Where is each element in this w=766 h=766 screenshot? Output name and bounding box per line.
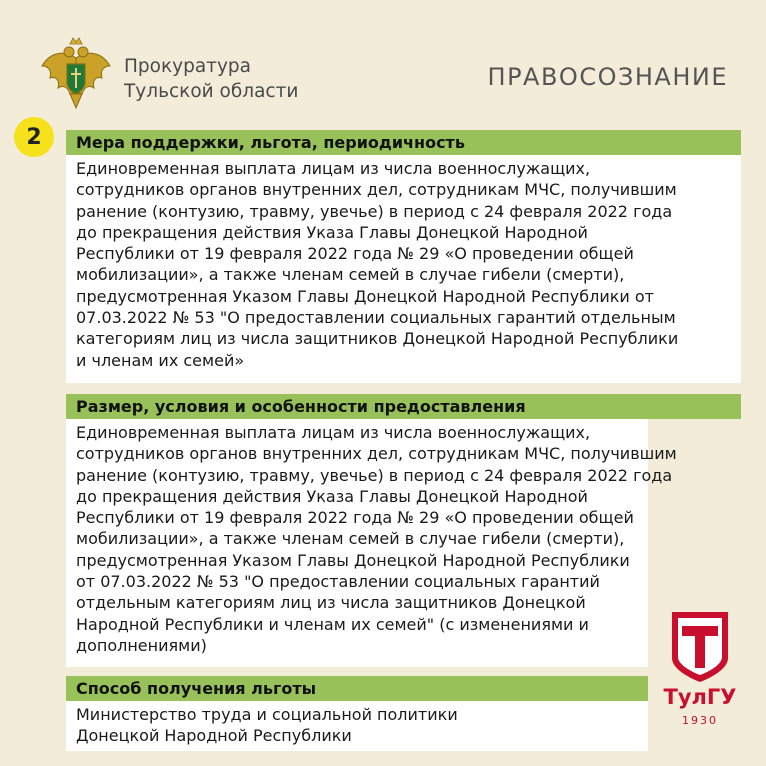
section-header-support-measure: Мера поддержки, льгота, периодичность (66, 130, 741, 155)
text-line: предусмотренная Указом Главы Донецкой Народной Республики от (76, 286, 654, 306)
text-line: отдельным категориям лиц из числа защитников Донецкой (76, 593, 586, 613)
text-line: до прекращения действия Указа Главы Донецкой Народной (76, 222, 588, 242)
text-line: до прекращения действия Указа Главы Донецкой Народной (76, 486, 588, 506)
text-line: Республики от 19 февраля 2022 года № 29 «О проведении общей (76, 508, 634, 528)
org-name (124, 54, 298, 104)
text-line: ранение (контузию, травму, увечье) в период с 24 февраля 2022 года (76, 465, 673, 485)
section-body-method (66, 701, 648, 751)
text-line: сотрудников органов внутренних дел, сотрудникам МЧС, получившим (76, 180, 677, 200)
text-line: Единовременная выплата лицам из числа военнослужащих, (76, 423, 591, 442)
text-line: от 07.03.2022 № 53 "О предоставлении социальных гарантий (76, 572, 600, 592)
section-body-conditions (66, 419, 677, 667)
text-line: дополнениями) (76, 635, 207, 655)
org-name-line-1: Прокуратура (124, 56, 251, 77)
text-line: мобилизации», а также членам семей в случае гибели (смерти), (76, 529, 625, 549)
section-header-conditions: Размер, условия и особенности предоставления (66, 394, 741, 419)
section-body-support-measure (66, 155, 741, 383)
text-line: ранение (контузию, травму, увечье) в период с 24 февраля 2022 года (76, 201, 673, 221)
text-line: Республики от 19 февраля 2022 года № 29 «О проведении общей (76, 244, 634, 264)
org-name-line-2: Тульской области (124, 81, 299, 102)
text-line: Донецкой Народной Республики (76, 726, 352, 746)
tulgu-logo (660, 608, 740, 730)
section-header-method: Способ получения льготы (66, 676, 648, 701)
text-line: мобилизации», а также членам семей в случае гибели (смерти), (76, 265, 625, 285)
text-line: Народной Республики и членам их семей" (с изменениями и (76, 614, 589, 634)
tulgu-emblem-icon (660, 608, 740, 730)
text-line: сотрудников органов внутренних дел, сотрудникам МЧС, получившим (76, 444, 677, 464)
prosecutor-emblem-icon (36, 36, 116, 116)
text-line: Единовременная выплата лицам из числа военнослужащих, (76, 159, 591, 178)
item-number-badge: 2 (14, 117, 54, 157)
text-line: и членам их семей» (76, 350, 245, 370)
tulgu-logo-year: 1930 (682, 714, 718, 727)
text-line: 07.03.2022 № 53 "О предоставлении социальных гарантий отдельным (76, 308, 676, 328)
text-line: категориям лиц из числа защитников Донецкой Народной Республики (76, 329, 679, 349)
text-line: Министерство труда и социальной политики (76, 705, 458, 724)
rubric-title: ПРАВОСОЗНАНИЕ (487, 63, 728, 91)
tulgu-logo-name: ТулГУ (663, 685, 737, 709)
text-line: предусмотренная Указом Главы Донецкой Народной Республики (76, 550, 630, 570)
